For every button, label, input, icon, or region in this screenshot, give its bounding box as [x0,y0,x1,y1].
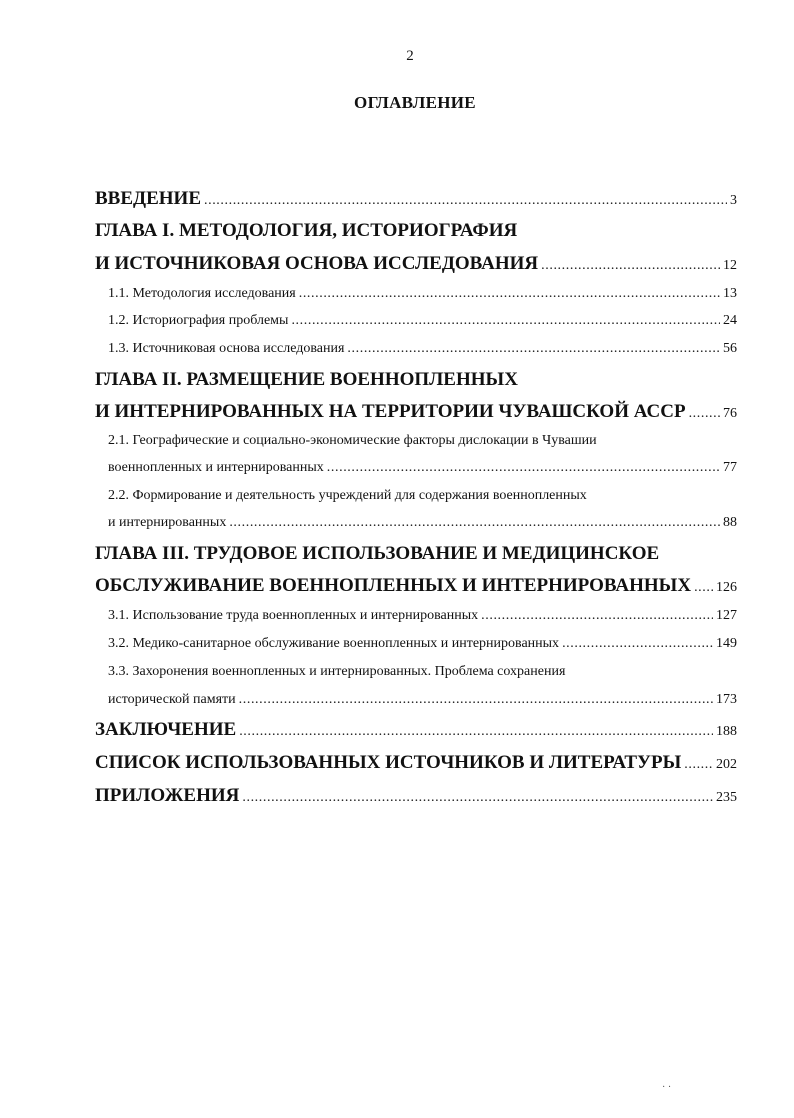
dot-leader [299,286,720,302]
toc-entry-page: 202 [716,757,737,772]
toc-section-3-3[interactable] [108,692,737,708]
toc-entry-page: 126 [716,580,737,595]
toc-entry-label: И ИНТЕРНИРОВАННЫХ НА ТЕРРИТОРИИ ЧУВАШСКОЙ АССР [95,401,686,422]
dot-leader [204,193,727,209]
toc-section-1-3[interactable] [108,341,737,357]
dot-leader [229,515,720,531]
toc-entry-label: ОБСЛУЖИВАНИЕ ВОЕННОПЛЕННЫХ И ИНТЕРНИРОВАННЫХ [95,575,692,596]
dot-leader [242,790,713,806]
toc-entry-label: 2.2. Формирование и деятельность учреждений для содержания военнопленных [108,488,587,503]
toc-entry-page: 12 [723,258,737,273]
toc-entry-page: 3 [730,193,737,208]
toc-chapter-1-title[interactable] [95,220,517,242]
toc-entry-page: 235 [716,790,737,805]
toc-entry-label: исторической памяти [108,692,236,707]
toc-section-2-2[interactable] [108,515,737,531]
toc-entry-page: 173 [716,692,737,707]
toc-section-2-1[interactable] [108,460,737,476]
toc-chapter-2-title[interactable] [95,369,518,391]
dot-leader [562,636,713,652]
page-number: 2 [406,48,414,64]
toc-entry-references[interactable] [95,752,737,774]
dot-leader [347,341,720,357]
toc-section-1-1[interactable] [108,286,737,302]
toc-entry-label: 3.2. Медико-санитарное обслуживание военнопленных и интернированных [108,636,560,651]
toc-entry-page: 149 [716,636,737,651]
toc-chapter-3[interactable] [95,575,737,597]
toc-entry-label: 2.1. Географические и социально-экономические факторы дислокации в Чувашии [108,433,597,448]
dot-leader [541,258,720,274]
page-title: ОГЛАВЛЕНИЕ [354,93,476,112]
toc-entry-label: 1.1. Методология исследования [108,286,296,301]
dot-leader [327,460,720,476]
dot-leader [684,757,713,773]
toc-entry-label: 3.1. Использование труда военнопленных и интернированных [108,608,479,623]
dot-leader [239,724,713,740]
toc-entry-page: 76 [723,406,737,421]
toc-entry-label: 1.2. Историография проблемы [108,313,289,328]
toc-section-2-2-title[interactable] [108,488,587,504]
toc-entry-label: ГЛАВА I. МЕТОДОЛОГИЯ, ИСТОРИОГРАФИЯ [95,220,518,241]
toc-entry-page: 127 [716,608,737,623]
toc-entry-label: СПИСОК ИСПОЛЬЗОВАННЫХ ИСТОЧНИКОВ И ЛИТЕРАТУРЫ [95,752,682,773]
toc-entry-label: военнопленных и интернированных [108,460,324,475]
toc-entry-page: 13 [723,286,737,301]
toc-chapter-3-title[interactable] [95,543,659,565]
toc-entry-page: 77 [723,460,737,475]
toc-entry-label: ЗАКЛЮЧЕНИЕ [95,719,237,740]
toc-section-3-3-title[interactable] [108,664,565,680]
toc-entry-page: 56 [723,341,737,356]
toc-entry-conclusion[interactable] [95,719,737,741]
toc-entry-page: 188 [716,724,737,739]
toc-entry-appendices[interactable] [95,785,737,807]
toc-entry-introduction[interactable] [95,188,737,210]
toc-section-1-2[interactable] [108,313,737,329]
dot-leader [694,580,713,596]
toc-section-3-1[interactable] [108,608,737,624]
toc-entry-page: 88 [723,515,737,530]
toc-entry-label: 1.3. Источниковая основа исследования [108,341,345,356]
toc-entry-label: И ИСТОЧНИКОВАЯ ОСНОВА ИССЛЕДОВАНИЯ [95,253,539,274]
toc-chapter-2[interactable] [95,401,737,423]
dot-leader [481,608,713,624]
toc-entry-label: 3.3. Захоронения военнопленных и интернированных. Проблема сохранения [108,664,566,679]
toc-chapter-1[interactable] [95,253,737,275]
dot-leader [239,692,713,708]
toc-entry-label: ПРИЛОЖЕНИЯ [95,785,240,806]
toc-section-3-2[interactable] [108,636,737,652]
dot-leader [689,406,720,422]
scan-speck: · · [662,1082,672,1093]
toc-entry-label: и интернированных [108,515,227,530]
toc-section-2-1-title[interactable] [108,433,597,449]
toc-entry-label: ГЛАВА II. РАЗМЕЩЕНИЕ ВОЕННОПЛЕННЫХ [95,369,518,390]
toc-entry-label: ГЛАВА III. ТРУДОВОЕ ИСПОЛЬЗОВАНИЕ И МЕДИЦИНСКОЕ [95,543,660,564]
dot-leader [291,313,720,329]
toc-entry-page: 24 [723,313,737,328]
toc-entry-label: ВВЕДЕНИЕ [95,188,201,209]
